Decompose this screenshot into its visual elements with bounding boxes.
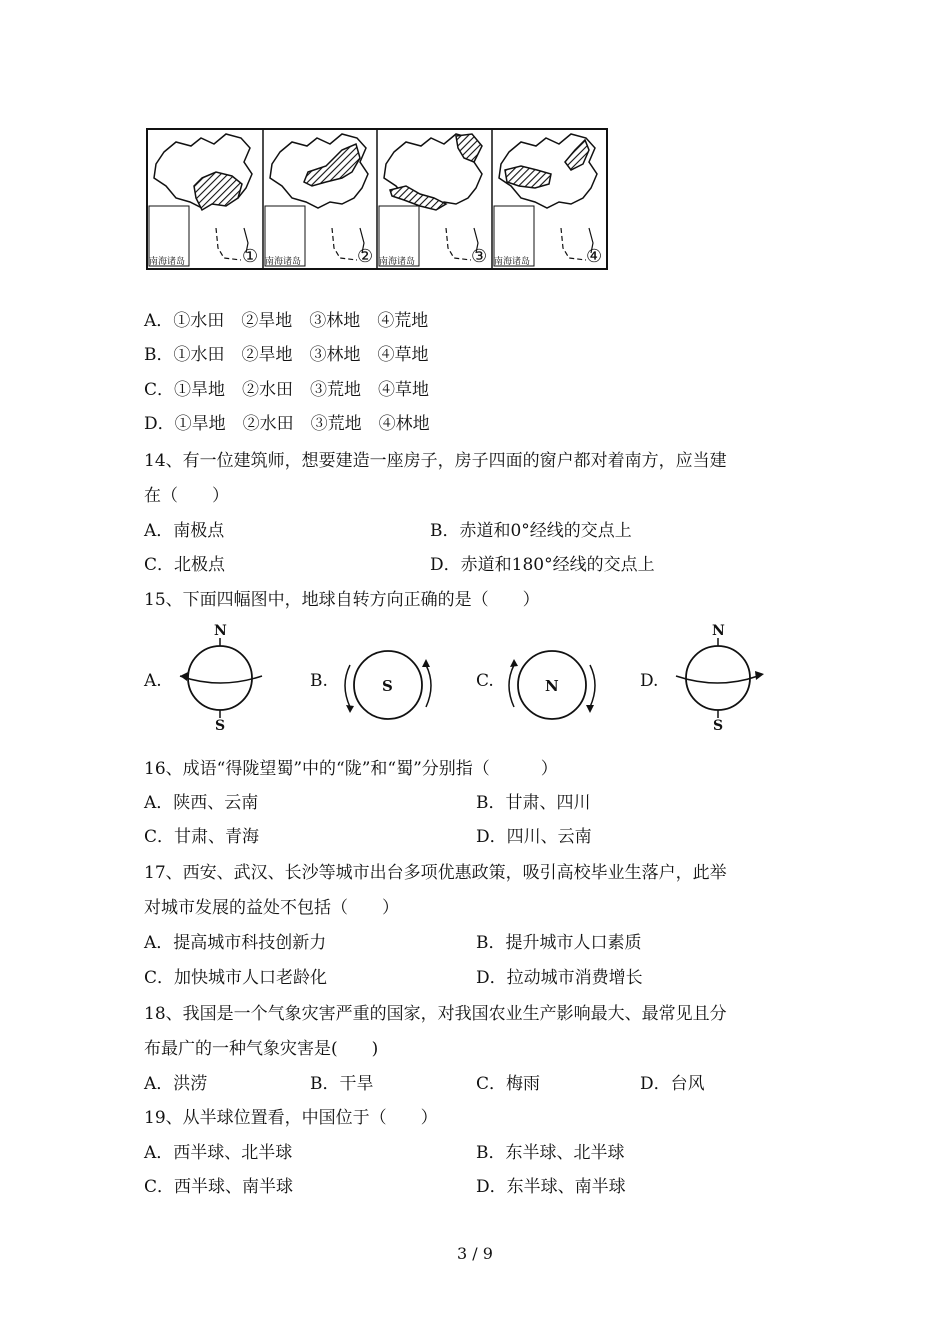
map-number-3: ③ (471, 246, 488, 267)
map-number-4: ④ (586, 246, 603, 267)
q19-option-c: C．西半球、南半球 (144, 1177, 294, 1197)
page-number: 3 / 9 (457, 1244, 493, 1263)
q13-option-c: C．①旱地 ②水田 ③荒地 ④草地 (144, 380, 430, 400)
q14-option-d: D．赤道和180°经线的交点上 (430, 555, 655, 575)
map-caption-3: 南海诸岛 (379, 257, 416, 267)
q18-option-b: B．干旱 (310, 1074, 374, 1094)
q16-option-c: C．甘肃、青海 (144, 827, 260, 847)
q18-stem-line1: 18、我国是一个气象灾害严重的国家，对我国农业生产影响最大、最常见且分 (144, 1004, 727, 1024)
rotation-diagram-b (338, 645, 438, 725)
diagram-a-north-label: N (214, 623, 227, 639)
rotation-diagram-d (668, 620, 768, 732)
q17-option-c: C．加快城市人口老龄化 (144, 968, 328, 988)
q17-option-a: A．提高城市科技创新力 (144, 933, 327, 953)
q16-option-b: B．甘肃、四川 (476, 793, 591, 813)
q15-label-b: B. (310, 671, 328, 691)
q16-option-d: D．四川、云南 (476, 827, 592, 847)
q14-option-c: C．北极点 (144, 555, 226, 575)
q19-stem: 19、从半球位置看，中国位于（ ） (144, 1108, 438, 1128)
q14-stem-line2: 在（ ） (144, 486, 229, 506)
rotation-diagram-c (502, 645, 602, 725)
q14-option-b: B．赤道和0°经线的交点上 (430, 521, 632, 541)
map-caption-1: 南海诸岛 (149, 257, 186, 267)
map-number-1: ① (242, 246, 259, 267)
rotation-diagram-a (170, 620, 270, 732)
map-number-2: ② (357, 246, 374, 267)
q15-label-a: A. (144, 671, 162, 691)
q19-option-b: B．东半球、北半球 (476, 1143, 625, 1163)
diagram-d-south-label: S (713, 718, 724, 732)
q19-option-d: D．东半球、南半球 (476, 1177, 626, 1197)
diagram-b-south-label: S (382, 677, 393, 695)
diagram-d-north-label: N (712, 623, 725, 639)
q18-stem-line2: 布最广的一种气象灾害是( ) (144, 1039, 379, 1059)
q16-stem: 16、成语“得陇望蜀”中的“陇”和“蜀”分别指（ ） (144, 759, 558, 779)
q17-stem-line2: 对城市发展的益处不包括（ ） (144, 898, 399, 918)
q17-stem-line1: 17、西安、武汉、长沙等城市出台多项优惠政策，吸引高校毕业生落户，此举 (144, 863, 727, 883)
china-land-use-maps (146, 128, 608, 270)
q16-option-a: A．陕西、云南 (144, 793, 259, 813)
diagram-c-north-label: N (545, 677, 559, 695)
q18-option-d: D．台风 (640, 1074, 705, 1094)
q19-option-a: A．西半球、北半球 (144, 1143, 293, 1163)
q14-stem-line1: 14、有一位建筑师，想要建造一座房子，房子四面的窗户都对着南方，应当建 (144, 451, 727, 471)
q13-option-d: D．①旱地 ②水田 ③荒地 ④林地 (144, 414, 430, 434)
diagram-a-south-label: S (215, 718, 226, 732)
q17-option-d: D．拉动城市消费增长 (476, 968, 643, 988)
q15-label-c: C. (476, 671, 494, 691)
map-caption-4: 南海诸岛 (494, 257, 531, 267)
q17-option-b: B．提升城市人口素质 (476, 933, 642, 953)
q13-option-b: B．①水田 ②旱地 ③林地 ④草地 (144, 345, 429, 365)
q18-option-a: A．洪涝 (144, 1074, 208, 1094)
q14-option-a: A．南极点 (144, 521, 225, 541)
q15-stem: 15、下面四幅图中，地球自转方向正确的是（ ） (144, 590, 540, 610)
q18-option-c: C．梅雨 (476, 1074, 541, 1094)
q15-label-d: D. (640, 671, 659, 691)
q13-option-a: A．①水田 ②旱地 ③林地 ④荒地 (144, 311, 429, 331)
map-caption-2: 南海诸岛 (265, 257, 302, 267)
